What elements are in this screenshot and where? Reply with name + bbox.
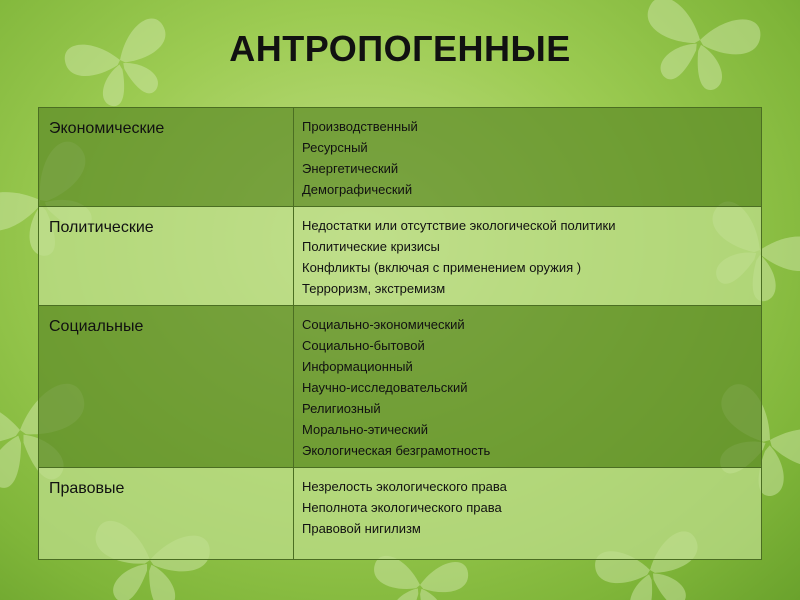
- category-cell: Политические: [39, 207, 294, 306]
- list-item: Энергетический: [302, 161, 399, 176]
- category-cell: Правовые: [39, 468, 294, 560]
- list-item: Экологическая безграмотность: [302, 443, 491, 458]
- list-item: Терроризм, экстремизм: [302, 281, 446, 296]
- items-cell: [294, 207, 762, 306]
- threats-table: [38, 107, 762, 560]
- list-item: Конфликты (включая с применением оружия ): [302, 260, 582, 275]
- butterfly-icon: [370, 555, 470, 600]
- category-cell: Экономические: [39, 108, 294, 207]
- table-row: [39, 207, 762, 306]
- list-item: Демографический: [302, 182, 413, 197]
- list-item: Морально-этический: [302, 422, 429, 437]
- category-cell: Социальные: [39, 306, 294, 468]
- table-row: [39, 306, 762, 468]
- list-item: Правовой нигилизм: [302, 521, 421, 536]
- list-item: Научно-исследовательский: [302, 380, 468, 395]
- table-row: [39, 468, 762, 560]
- list-item: Ресурсный: [302, 140, 368, 155]
- list-item: Недостатки или отсутствие экологической политики: [302, 218, 616, 233]
- list-item: Информационный: [302, 359, 413, 374]
- table-row: [39, 108, 762, 207]
- list-item: Политические кризисы: [302, 239, 440, 254]
- list-item: Религиозный: [302, 401, 381, 416]
- list-item: Неполнота экологического права: [302, 500, 502, 515]
- list-item: Производственный: [302, 119, 418, 134]
- items-cell: [294, 108, 762, 207]
- list-item: Социально-экономический: [302, 317, 465, 332]
- items-cell: [294, 468, 762, 560]
- list-item: Незрелость экологического права: [302, 479, 507, 494]
- slide-title: АНТРОПОГЕННЫЕ: [229, 28, 571, 69]
- items-cell: [294, 306, 762, 468]
- list-item: Социально-бытовой: [302, 338, 425, 353]
